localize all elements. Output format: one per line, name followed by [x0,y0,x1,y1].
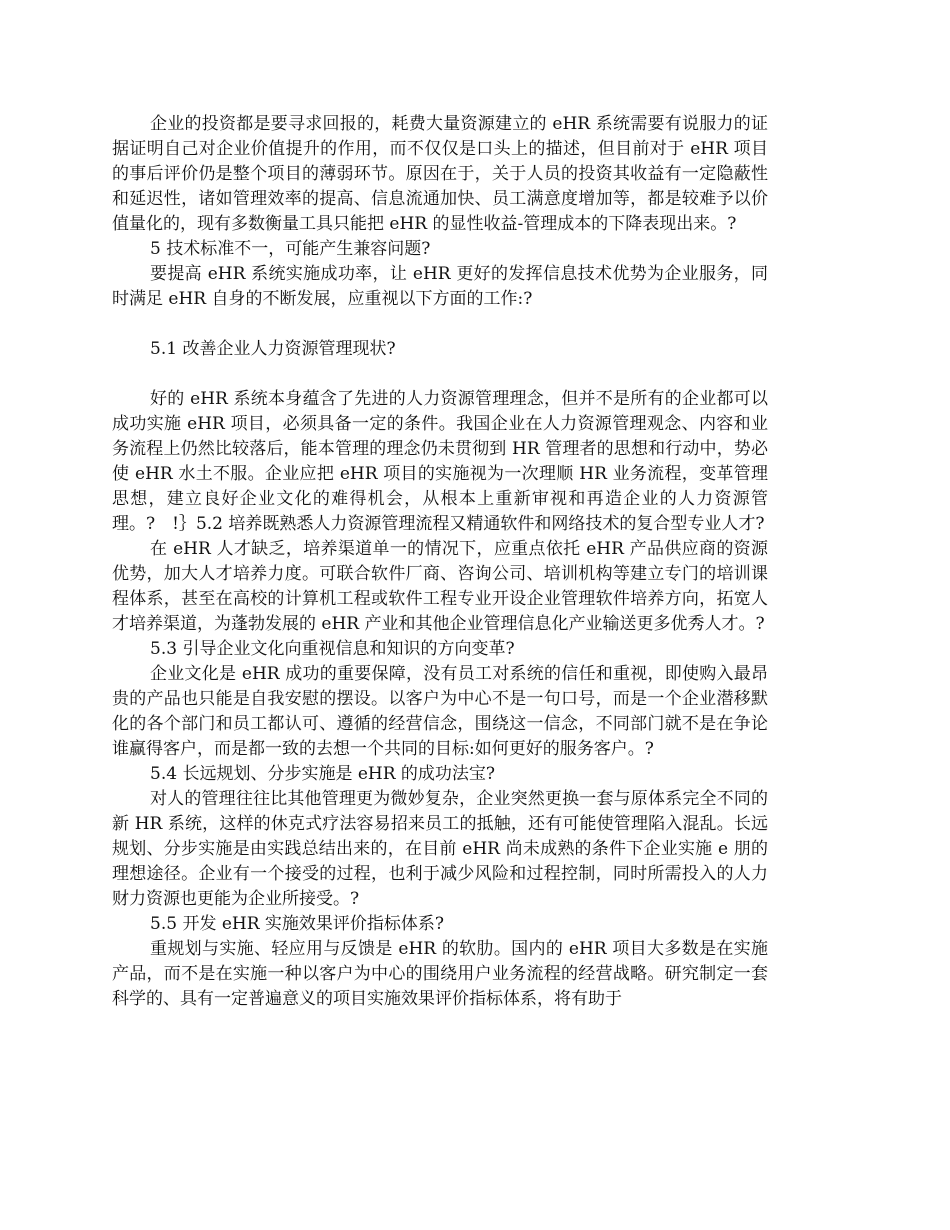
paragraph-investment-evaluation: 企业的投资都是要寻求回报的，耗费大量资源建立的 eHR 系统需要有说服力的证据证明自己对企业价值提升的作用，而不仅仅是口头上的描述，但目前对于 eHR 项目的事后评价仍是整个项目的薄弱环节。原因在于，关于人员的投资其收益有一定隐蔽性和延迟性，诸如管理效率的提高、信息流通加快、员工满意度增加等，都是较难予以价值量化的，现有多数衡量工具只能把 eHR 的显性收益-管理成本的下降表现出来。? [112,114,768,234]
blank-line [112,362,768,387]
paragraph-success-rate: 要提高 eHR 系统实施成功率，让 eHR 更好的发挥信息技术优势为企业服务，同时满足 eHR 自身的不断发展，应重视以下方面的工作:? [112,264,768,309]
document-body [112,112,768,1012]
blank-line [112,312,768,337]
paragraph-corporate-culture: 企业文化是 eHR 成功的重要保障，没有员工对系统的信任和重视，即使购入最昂贵的产品也只能是自我安慰的摆设。以客户为中心不是一句口号，而是一个企业潜移默化的各个部门和员工都认可、遵循的经营信念，围绕这一信念，不同部门就不是在争论谁赢得客户，而是都一致的去想一个共同的目标:如何更好的服务客户。? [112,664,768,759]
paragraph-evaluation-system: 重规划与实施、轻应用与反馈是 eHR 的软肋。国内的 eHR 项目大多数是在实施产品，而不是在实施一种以客户为中心的围绕用户业务流程的经营战略。研究制定一套科学的、具有一定普遍意义的项目实施效果评价指标体系，将有助于 [112,939,768,1009]
heading-5-4: 5.4 长远规划、分步实施是 eHR 的成功法宝? [150,764,496,784]
heading-5-1: 5.1 改善企业人力资源管理现状? [150,339,396,359]
paragraph-talent-training: 在 eHR 人才缺乏，培养渠道单一的情况下，应重点依托 eHR 产品供应商的资源优势，加大人才培养力度。可联合软件厂商、咨询公司、培训机构等建立专门的培训课程体系，甚至在高校的计算机工程或软件工程专业开设企业管理软件培养方向，拓宽人才培养渠道，为蓬勃发展的 eHR 产业和其他企业管理信息化产业输送更多优秀人才。? [112,539,768,634]
heading-5-3: 5.3 引导企业文化向重视信息和知识的方向变革? [150,639,515,659]
heading-5-5: 5.5 开发 eHR 实施效果评价指标体系? [150,914,445,934]
heading-5-standards: 5 技术标准不一，可能产生兼容问题? [150,239,431,259]
paragraph-hr-management: 好的 eHR 系统本身蕴含了先进的人力资源管理理念，但并不是所有的企业都可以成功实施 eHR 项目，必须具备一定的条件。我国企业在人力资源管理观念、内容和业务流程上仍然比较落后，能本管理的理念仍未贯彻到 HR 管理者的思想和行动中，势必使 eHR 水土不服。企业应把 eHR 项目的实施视为一次理顺 HR 业务流程，变革管理思想，建立良好企业文化的难得机会，从根本上重新审视和再造企业的人力资源管理。? !｝5.2 培养既熟悉人力资源管理流程又精通软件和网络技术的复合型专业人才? [112,389,768,534]
paragraph-phased-implementation: 对人的管理往往比其他管理更为微妙复杂，企业突然更换一套与原体系完全不同的新 HR 系统，这样的休克式疗法容易招来员工的抵触，还有可能使管理陷入混乱。长远规划、分步实施是由实践总结出来的，在目前 eHR 尚未成熟的条件下企业实施 e 朋的理想途径。企业有一个接受的过程，也利于减少风险和过程控制，同时所需投入的人力财力资源也更能为企业所接受。? [112,789,768,909]
